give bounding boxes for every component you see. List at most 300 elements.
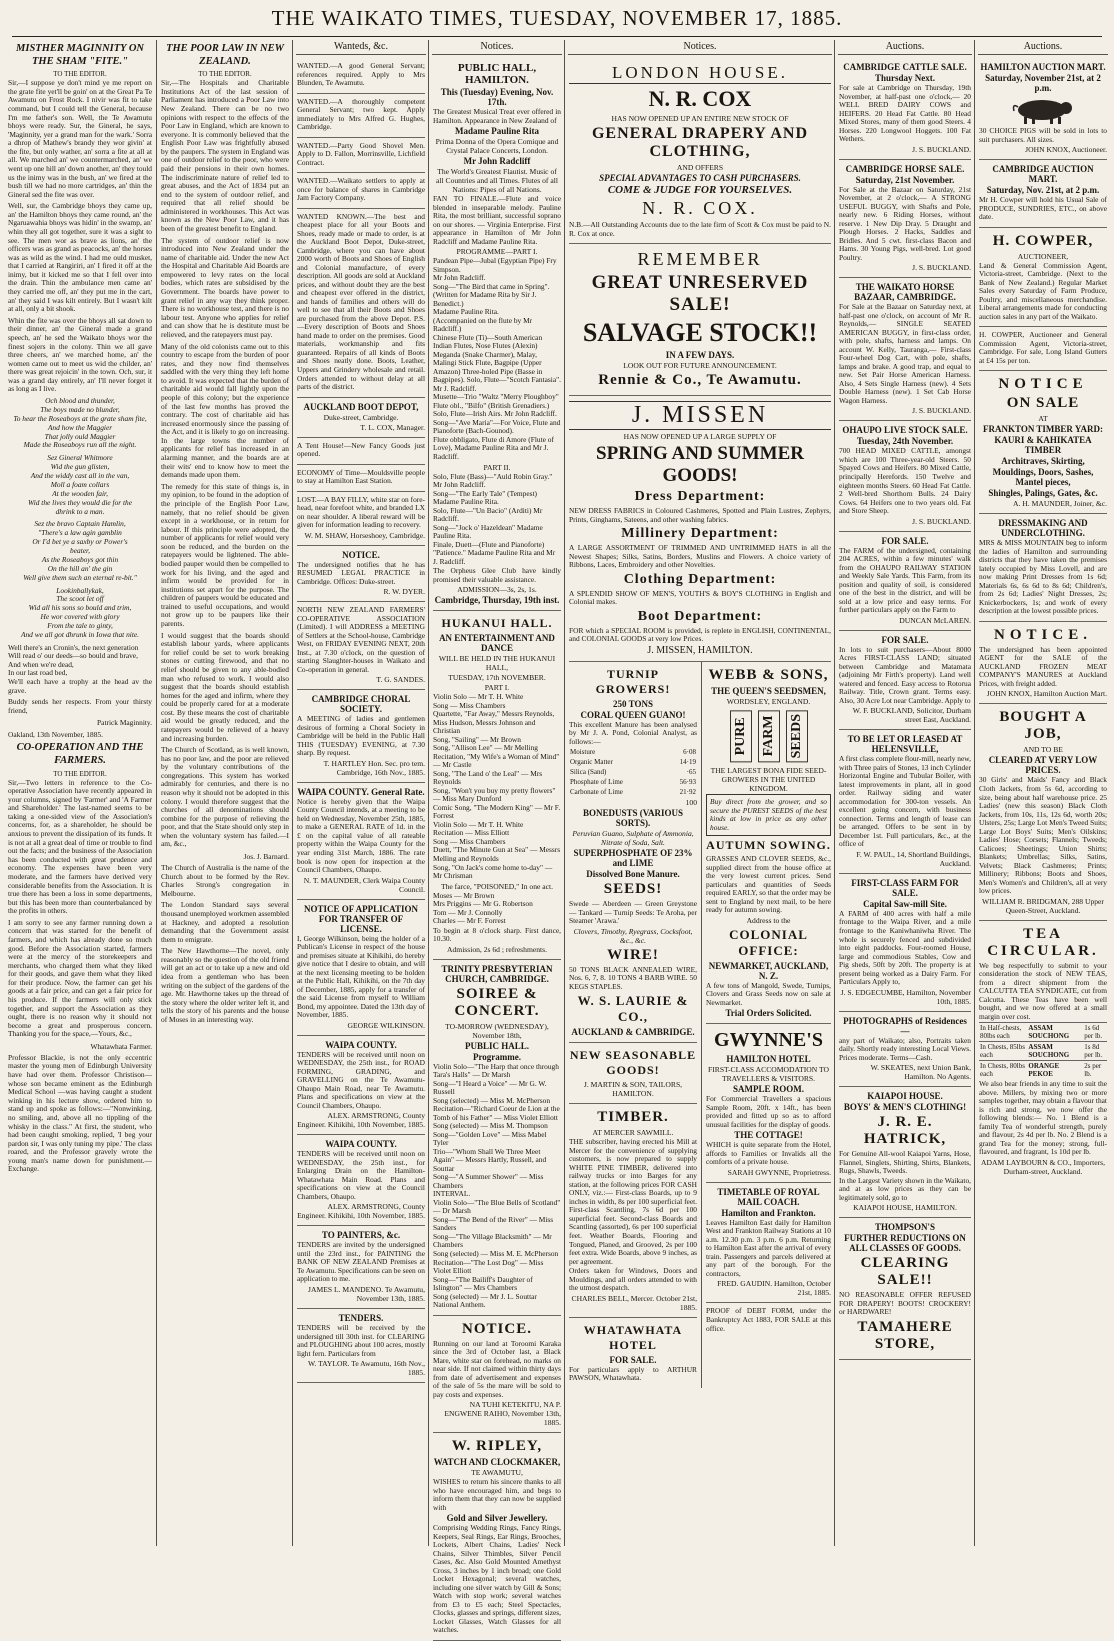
business-title: HAMILTON HOTEL <box>726 1054 811 1065</box>
article-paragraph: Sir,—Two letters in reference to the Co-operative Association have recently appeared in your columns, signed by 'Farmer' and 'A Farmer and Shareholder.' The last-named seems to be taking a one-sided view of the Association's concerns, for, as a shareholder, he should be anxious to prevent the dissipation of its funds. It is not at all a great deal of time or trouble to find out the facts; and the business of the Association has been conducted with great prudence and economy. The expenses have been very moderate, and the farmers have derived very considerable benefits from the Association. It is true there has been a loss in some departments, but this has been more than counterbalanced by the profits in others. <box>8 777 152 916</box>
programme-item: Comic Song, "The Modern King" — Mr F. Forrest <box>433 802 561 821</box>
hall-name: PUBLIC HALL, HAMILTON. <box>457 62 537 86</box>
article-paragraph: The system of outdoor relief is now introduced into New Zealand under the name of charitable aid. Under the new Act the Hospital and Charitable Aid Boards are empowered to levy rates on the local bodies, which rates are subsidised by the Government. The boards have power to grant relief in any way they think proper. There is no workhouse test, and there is no labour test. Anyone who applies for relief and can show that he is destitute must be relieved, and the ratepayers must pay. <box>161 235 289 339</box>
programme-item: Solo, Flute (Bass)—"Auld Robin Gray." Mr John Radcliff. <box>433 471 553 490</box>
column-5 <box>564 40 835 1546</box>
programme-list <box>433 693 561 880</box>
event-date: TUESDAY, 17th NOVEMBER. <box>448 673 546 683</box>
ad-headline: ON SALE <box>1006 395 1080 412</box>
ad-headline: TURNIP GROWERS! <box>595 666 671 696</box>
column-heading: Notices. <box>568 40 832 55</box>
ad-signature: W. F. BUCKLAND, Solicitor, Durham street East, Auckland. <box>852 706 971 725</box>
programme-item: Recitation—"The Lost Dog" — Miss Violet Elliott <box>433 1257 544 1276</box>
analysis-row <box>569 777 697 787</box>
ad-text: 30 Girls' and Maids' Fancy and Black Cloth Jackets, from 5s 6d, according to size, being about half warehouse price. 25 Ladies' (new this season) Black Cloth Jackets, from 10s, 11s, 12s 6d, worth 20s; Ulsters, 25s; Large Lot Men's Tweed Suits; Large Lot Boys' Suits; Men's Oilskins; Ladies' Hose; Corsets; Flannels; Tweeds; Calicoes; Sheetings; Union Shirts; Blankets; Umbrellas; Silks, Satins, Velvets; Black Cashmeres; Prints; Millinery; Ribbons; Boots and Shoes, Men's Women's and Children's, all at very low prices. <box>979 775 1107 896</box>
article-paragraph: Many of the old colonists came out to this country to escape from the burden of poor rates, and they now find themselves saddled with the very thing they left home to avoid. It was expected that the burden of charitable aid would fall lightly upon the people of this colony; but the experience of the last few months has proved the contrary. The cost of charitable aid has increased enormously since the passing of the Act, and it is likely to go on increasing. In the large towns the number of applicants for relief has increased in an alarming manner, and the boards are at their wits' end to know how to meet the demands made upon them. <box>161 341 289 480</box>
ad-headline: BOUGHT A JOB, <box>999 709 1087 743</box>
to-editor: TO THE EDITOR. <box>198 70 252 79</box>
analysis-value: 56·93 <box>679 778 696 787</box>
article-paragraph: The remedy for this state of things is, in my opinion, to be found in the adoption of the principle of the English Poor Law, namely, that no relief should be given except in a workhouse, or in return for labour. If this principle were adopted, the number of applicants for relief would very soon be reduced, and the burden on the ratepayers would be lightened. The able-bodied pauper would then be compelled to work for his living, and the aged and infirm would be provided for in institutions set apart for the purpose. The children of paupers would be educated and trained to useful occupations, and would not grow up to be paupers like their parents. <box>161 481 289 629</box>
event-date: Cambridge, Thursday, 19th inst. <box>434 595 560 606</box>
ad-headline: THE WAIKATO HORSE BAZAAR, CAMBRIDGE. <box>854 282 956 303</box>
ad-block <box>297 1036 425 1136</box>
programme-item: Mr J. Radcliff. <box>433 383 477 393</box>
event-place: WILL BE HELD IN THE HUKANUI HALL, <box>438 654 556 673</box>
business-place: TE AWAMUTU, <box>471 1468 523 1478</box>
tea-row <box>979 1023 1107 1042</box>
ad-text: This excellent Manure has been analysed by Mr J. A. Pond, Colonial Analyst, as follows:— <box>569 719 697 746</box>
ad-headline: WIRE! <box>607 946 659 963</box>
ad-signature: GEORGE WILKINSON. <box>347 1020 425 1030</box>
ad-signature: ALEX. ARMSTRONG, County Engineer. Kihikihi, 10th November, 1885. <box>297 1202 425 1221</box>
ad-block <box>297 398 425 438</box>
ad-line: Clovers, Timothy, Ryegrass, Cocksfoot, &c., &c. <box>573 926 693 945</box>
programme-item: Song—"Ave Maria"—For Voice, Flute and Pianoforte (Bach-Gounod). <box>433 417 561 436</box>
ad-text: Orders taken for Windows, Doors and Mouldings, and all orders attended to with the utmost despatch. <box>569 1266 697 1293</box>
article-title: MISTHER MAGINNITY ON THE SHAM "FITE." <box>16 43 144 67</box>
ad-signature: J. S. BUCKLAND. <box>912 144 971 154</box>
masthead: THE WAIKATO TIMES, TUESDAY, NOVEMBER 17, 1885. <box>271 6 843 30</box>
event-date: This (Tuesday) Evening, Nov. 17th. <box>440 87 554 107</box>
ad-text: WANTED.—A good General Servant; references required. Apply to Mrs Blunden, Te Awamutu. <box>297 61 425 88</box>
ad-headline: TO PAINTERS, &c. <box>321 1230 401 1241</box>
analysis-label: Silica (Sand) <box>570 768 607 777</box>
tea-row <box>979 1061 1107 1080</box>
ad-block <box>297 492 425 546</box>
ad-signature: W. TAYLOR. Te Awamutu, 16th Nov., 1885. <box>307 1359 425 1378</box>
ad-headline: CLEARED AT VERY LOW PRICES. <box>988 755 1098 776</box>
programme-item: Recitation—"Richard Coeur de Lion at the Tomb of his Father" — Miss Violet Elliott <box>433 1104 560 1122</box>
ad-signature: CHARLES BELL, Mercer. October 21st, 1885. <box>571 1293 697 1312</box>
ad-text: THE subscriber, having erected his Mill at Mercer for the convenience of supplying customers, is now prepared to supply WHITE PINE TIMBER, delivered into railway trucks or into Barges for any station, at the following prices FOR CASH ONLY, viz.:— First-class Boards, up to 9 inches in width, 8s per 100 superficial feet. First-class Scantling, 7s 6d per 100 superficial feet. Second-class Boards and Scantling (assorted), 6s per 100 superficial feet. Weather Boards, Flooring and Tongued, Planed, and Grooved, 2s per 100 feet extra. Wide Boards, above 9 inches, as per agreement. <box>569 1137 697 1266</box>
ad-text: MRS & MISS MOUNTAIN beg to inform the ladies of Hamilton and surrounding districts that they have taken the premises lately occupied by Miss Lovell, and are now making Print Dresses from 1s 6d; Materials 6s, 6s 6d to 8s 6d; Children's, from 2s 6d; Ladies' Night Dresses, 2s; Knickerbockers, 1s; and work of every description at the lowest possible prices. <box>979 538 1107 616</box>
ad-signature: ALEX. ARMSTRONG, County Engineer. Kihikihi, 10th November, 1885. <box>297 1111 425 1130</box>
ad-block <box>839 874 971 1012</box>
programme-item: Quartette, "Far Away," Messrs Reynolds, Miss Hudson, Messrs Johnson and Christian <box>433 709 555 736</box>
ad-text: LOST.—A BAY FILLY, white star on fore-head, near forefoot white, and branded LX on near shoulder. A liberal reward will be given for information leading to recovery. <box>297 494 425 530</box>
ad-block <box>297 900 425 1036</box>
department-text: FOR which a SPECIAL ROOM is provided, is replete in ENGLISH, CONTINENTAL, and COLONIAL GOODS at very low Prices. <box>569 625 831 644</box>
ad-headline: KAIAPOI HOUSE. <box>867 1091 943 1102</box>
notice-text: Running on our land at Toroomi Karaka since the 3rd of October last, a Black Mare, white star on forehead, no marks on near side. If not claimed within thirty days from date of advertisement and expenses of the sale of 5s the mare will be sold to pay costs and expenses. <box>433 1338 561 1399</box>
programme-item: Song—"The Village Blacksmith" — Mr Chambers <box>433 1231 552 1250</box>
ad-headline: FOR SALE. <box>881 634 929 645</box>
ad-signature: DUNCAN McLAREN. <box>899 615 971 625</box>
ad-text: any part of Waikato; also, Portraits taken daily. Shortly ready interesting Local Views. Prices moderate. Terms—Cash. <box>839 1035 971 1062</box>
ad-text: The undersigned has been appointed AGENT for the SALE of the AUCKLAND FROZEN MEAT COMPANY'S MANURES at Auckland Prices, with freight added. <box>979 644 1107 688</box>
ad-text: We also bear friends in any time to suit the above. Millers, by mixing two or more samples together, may obtain a flavour that is rich and strong, we now offer the following blends:— No. 1 Blend is a family Tea of wonderful strength, purely and flavour, 2s 4d per lb. No. 2 Blend is a grand Tea for the money; strong, full-flavoured, and fragrant, 1s 10d per lb. <box>979 1079 1107 1157</box>
analysis-value: 14·19 <box>679 758 696 767</box>
ad-headline: SPRING AND SUMMER GOODS! <box>596 443 804 487</box>
ad-block <box>839 160 971 279</box>
ad-block <box>839 730 971 874</box>
ad-headline: NOTICE OF APPLICATION FOR TRANSFER OF LICENSE. <box>303 903 418 934</box>
mart-name: HAMILTON AUCTION MART. <box>980 62 1106 72</box>
seed-packet-label: PURE <box>730 710 752 762</box>
article-paragraph: The Church of Scotland, as is well known, has no poor law, and the poor are relieved by the voluntary contributions of the congregations. This system has worked admirably for centuries, and there is no reason why it should not be adopted in this colony. I would therefore suggest that the churches of all denominations should combine for the purpose of relieving the poor, and that the State should only step in when the voluntary system has failed.—I am, &c., <box>161 745 289 849</box>
programme-heading: PART I. <box>484 683 510 693</box>
ad-signature: N. T. MAUNDER, Clerk Waipa County Council. <box>303 875 425 894</box>
programme-item: Violin Solo — Mr T. H. White <box>433 819 524 829</box>
ad-block <box>297 1309 425 1383</box>
ad-block <box>839 631 971 731</box>
tea-cell: 1s 8d per lb. <box>1084 1043 1103 1060</box>
ad-text: For Sale at the Bazaar on Saturday, 21st November, at 2 o'clock,— A STRONG USEFUL BUGGY, with Shafts and Pole, nearly new. 6 Riding Horses, without reserve. 1 New Dip Dray. 5 Draught and Plough Horses. 2 Hacks, Saddles and Bridles. And 5 cwt. first-class Bacon and Hams. 30 Young Pigs, well-bred. Lot good Poultry. <box>839 184 971 262</box>
ad-line: AT MERCER SAWMILL. <box>592 1128 674 1138</box>
notice-heading: NOTICE. <box>462 1320 532 1337</box>
column-2 <box>156 40 293 1546</box>
ad-signature: F. W. PAUL, 14, Shortland Buildings, Auckland. <box>856 849 971 868</box>
ad-signature: ADAM LAYBOURN & CO., Importers, Durham-street, Auckland. <box>981 1157 1105 1176</box>
programme-heading: PROGRAMME—PART I. <box>456 247 538 257</box>
ad-text: TENDERS will be received until noon on WEDNESDAY, the 25th inst., for ROAD FORMING, GRADING, and GRAVELLING on the Te Awamutu-Ohaupo Main Road, near Te Awamutu. Plans and specifications on view at the Council Chambers, Ohaupo. <box>297 1049 425 1110</box>
business-title: THE QUEEN'S SEEDSMEN, <box>711 685 826 696</box>
article-paragraph: I am sorry to see any farmer running down a concern that was started for the benefit of farmers, and which has already done so much good. Before the Association started, farmers were at the mercy of the storekeepers and merchants, who charged them what they liked for their goods, and gave them what they liked for their produce. Now, the farmer can get his goods at a fair price, and can get a fair price for his produce. If the farmers will only stick together, and support the Association as they ought, there is no reason why it should not become a great and prosperous concern. Thanking you for the space,—Yours, &c., <box>8 917 152 1039</box>
ad-block <box>839 532 971 631</box>
programme-item: Violin Solo — Mr T. H. White <box>433 692 524 702</box>
admission: ADMISSION—3s, 2s, 1s. <box>457 585 537 595</box>
ad-text: GRASSES AND CLOVER SEEDS, &c., supplied direct from the house office at the very lowest current prices. Send particulars and quantities of Seeds required EARLY, so that the order may be sent to England by next mail, to be here ready for autumn sowing. <box>706 854 831 915</box>
business-name: Rennie & Co., Te Awamutu. <box>598 372 802 389</box>
ad-text: WANTED.—Waikato settlers to apply at once for balance of shares in Cambridge Jam Factory Company. <box>297 176 425 203</box>
ad-text: PROOF of DEBT FORM, under the Bankruptcy Act 1883, FOR SALE at this office. <box>706 1306 831 1333</box>
notice-heading: NOTICE <box>998 376 1088 393</box>
programme-item: Song—"Golden Love" — Miss Mabel Tyler <box>433 1129 547 1148</box>
verse: Sez the bravo Captain Hamlin, "There's a law agin gamblin Or I'd bet ye a saxby or Power's beater, As the Roseaboys got thin On the hill an' the gin Well give them such an eternal re-bit." <box>23 519 137 582</box>
programme-item: Song—"The Bend of the River" — Miss Sanders <box>433 1214 554 1233</box>
ad-text: Swede — Aberdeen — Green Greystone — Tankard — Turnip Seeds: Te Aroha, per Steamer 'Arawa.' <box>569 899 697 926</box>
programme-item: Solo, Flute—"Un Bacio" (Arditi) Mr Radcliff. <box>433 505 543 524</box>
ad-signature: W. SKEATES, next Union Bank, Hamilton. No Agents. <box>870 1063 971 1082</box>
ad-line: Peruvian Guano, Sulphate of Ammonia, Nitrate of Soda, Salt. <box>572 829 694 848</box>
performer-name: Mr John Radcliff <box>463 156 531 167</box>
article-paragraph: Buddy sends her respects. From your thirsty friend, <box>8 697 152 715</box>
ad-text: WANTED.—A thoroughly competent General Servant; two kept. Apply immediately to Mrs Alfred G. Hughes, Cambridge. <box>297 96 425 132</box>
tea-cell: ORANGE PEKOE <box>1028 1062 1060 1079</box>
ad-headline: GENERAL DRAPERY AND CLOTHING, <box>591 125 809 160</box>
ad-block <box>297 138 425 174</box>
article-paragraph: Sir,—I suppose ye don't mind ye me report on the grate fite yet'll be goin' on at the Great Pa Te Awamutu on Frost Rock. I nivir was fit to take command, but I could tell the General, because I'm me father's son. Well, the Te Awamutu bhoys were ready. Sur, the Gineral, he says, 'Maginnity, yer a grand man for the wark.' Sorra a dhrop of Mathew's brandy they wor givin' at the fite, but only wather, an' sorra a fite at all at all. We marched an' we countermarched, an' we went up one hill an' down another, an' they tould us the inimy was in the bush, an' we fired at the bush till we had no more cartridges, an' thin the Gineral sed the fite was over. <box>8 78 152 199</box>
ad-text: 700 HEAD MIXED CATTLE, amongst which are 100 Three-year-old Steers. 50 Spayed Cows and Heifers. 80 Mixed Cattle, principally Herefords. 150 Twelve and eighteen months Steers. 60 Head Fat Cattle. 2 Well-bred Shorthorn Bulls. 24 Dairy Cows. 64 Heifers one to two years old. Fat and Store Sheep. <box>839 446 971 516</box>
ad-text: A first class complete flour-mill, nearly new, with Three pairs of Stones, 13 inch Cylinder Horizontal Engine and Tubular Boiler, with latest improvements in plant, all in good order. Railway siding and water accommodation for 300-ton vessels. An excellent going concern, with business connection. Terms and length of lease can be arranged. Offers to be sent in by December 1st. Full particulars, &c., at the office of <box>839 754 971 849</box>
seed-packet-graphic <box>706 710 831 762</box>
programme-item: (Accompanied on the flute by Mr Radcliff.) <box>433 315 533 334</box>
programme-heading: PART II. <box>483 462 511 472</box>
pig-icon <box>1008 95 1078 125</box>
analysis-label: Organic Matter <box>570 758 613 767</box>
programme-item: Finale, Duett—(Flute and Pianoforte) "Patience." Madame Pauline Rita and Mr J. Radcliff. <box>433 539 556 566</box>
ad-signature: T. G. SANDES. <box>376 675 425 685</box>
ad-headline: WAIPA COUNTY. General Rate. <box>297 786 425 797</box>
programme-item: Pandean Pipe—Jubal (Egyptian Pipe) Fry Simpson. <box>433 256 557 274</box>
ad-subheading: Hamilton and Frankton. <box>721 1207 816 1218</box>
ad-signature: J. MISSEN, HAMILTON. <box>647 644 753 656</box>
event-date: TO-MORROW (WEDNESDAY), November 18th, <box>445 1021 549 1040</box>
analysis-label: Carbonate of Lime <box>570 788 623 797</box>
proprietor-name: J. MISSEN <box>569 401 831 430</box>
programme-heading: Programme. <box>472 1051 522 1062</box>
tea-cell: 2s per lb. <box>1084 1062 1102 1079</box>
ad-subheading: THE COTTAGE! <box>734 1130 803 1141</box>
ad-block <box>839 278 971 421</box>
ad-line: Duke-street, Cambridge. <box>323 412 399 422</box>
ad-line: HAS NOW OPENED UP AN ENTIRE NEW STOCK OF <box>611 114 789 123</box>
analysis-row <box>569 767 697 777</box>
analysis-row <box>569 747 697 757</box>
ad-text: For Sale at the Bazaar on Saturday next, at half-past one o'clock, on account of Mr R. Reynolds,— SINGLE SEATED AMERICAN BUGGY, in first-class order, with pole, shafts, harness and lamps. On account W. Kelly, Tauranga,— First-class Four-wheel Dog Cart, with pole, shafts, lamps and brake. A good trap, and equal to new. Set Pair Horse American Harness. Also, 4 Sets Single Harness (new). 4 Sets Double Harness (new). 1 Set Cab Horse Wagon Harness. <box>839 302 971 405</box>
event-notice: FAN TO FINALE.—Flute and voice blended in inseparable melody. Pauline Rita, the most brilliant, successful soprano on our shores. — Virginia Enterprise. First appearance in Hamilton of Mr John Radcliff and Madame Pauline Rita. <box>433 194 561 246</box>
ad-line: AT <box>1038 414 1048 424</box>
ad-signature: R. W. DYER. <box>383 587 425 597</box>
church-name: TRINITY PRESBYTERIAN CHURCH, CAMBRIDGE. <box>441 963 553 984</box>
programme-item: Song, "Allison Lee" — Mr Melling <box>433 743 538 753</box>
to-editor: TO THE EDITOR. <box>53 70 107 79</box>
seed-packet-label: FARM <box>758 710 780 762</box>
programme-item: Mr John Radcliff. <box>433 273 486 283</box>
ad-text: For particulars apply to ARTHUR PAWSON, Whatawhata. <box>569 1364 697 1383</box>
signature: Whatawhata Farmer. <box>90 1041 152 1051</box>
ad-block <box>297 1135 425 1226</box>
verse: Lookinballykak, The scoot let off Wid all his sons so bould and trim, He wor covered with glory From the tale to ginty, And we all got dhrunk in Iowa that nite. <box>20 585 140 639</box>
ad-text: The FARM of the undersigned, containing 204 ACRES, within a few minutes' walk from the OHAUPO RAILWAY STATION and Weekly Sale Yards. This Farm, from its position and quality of soil, is considered one of the best in the district, and will be sold at a low price and easy terms. For further particulars apply on the Farm to <box>839 545 971 615</box>
ad-headline: NEW SEASONABLE GOODS! <box>569 1048 697 1078</box>
ad-line: KAIAPOI HOUSE, HAMILTON. <box>853 1203 957 1213</box>
programme-item: INTERVAL. <box>433 1189 471 1199</box>
ad-signature: J. S. EDGECUMBE, Hamilton, November 10th, 1885. <box>840 987 971 1006</box>
ad-line: FIRST-CLASS ACCOMODATION TO TRAVELLERS & VISITORS. <box>708 1065 829 1084</box>
ad-subheading: Tuesday, 24th November. <box>856 436 954 447</box>
article-paragraph: Sir,—The Hospitals and Charitable Institutions Act of the last session of Parliament has introduced a Poor Law into New Zealand. There can be no two opinions with respect to the effects of the Poor Law in England, which are known to everyone. It is commonly believed that the English Poor Law was frightfully abused by the paupers. The system in England was one of outdoor relief to the poor, who were paid their pensions in their own homes. The indiscriminate nature of relief led to great abuses, and the Act of 1834 put an end to the system of outdoor relief, and required that all relief should be administered in workhouses. This Act was known as the New Poor Law, and it has been of the greatest benefit to England. <box>161 78 289 234</box>
programme-item: Charles — Mr F. Forrest <box>433 916 506 926</box>
ad-line: SUPERPHOSPHATE OF 23% and LIME <box>573 848 693 869</box>
ad-signature: W. M. SHAW, Horseshoey, Cambridge. <box>304 530 425 540</box>
ad-headline: OHAUPO LIVE STOCK SALE. <box>842 425 968 436</box>
ad-text: NORTH NEW ZEALAND FARMERS' CO-OPERATIVE ASSOCIATION (Limited). I will ADDRESS a MEETING of Settlers at the School-house, Cambridge West, on FRIDAY EVENING NEXT, 20th Inst., at 7.30 o'clock, on the question of starting Slaughter-houses in Waikato and Co-operation in general. <box>297 605 425 674</box>
ad-line: THE LARGEST BONA FIDE SEED-GROWERS IN THE UNITED KINGDOM. <box>710 766 827 794</box>
ad-text: Mr H. Cowper will hold his Usual Sale of PRODUCE, SUNDRIES, ETC., on above date. <box>979 195 1107 222</box>
programme-item: Violin Solo—"The Harp that once through Tara's Halls" — Dr Marsh <box>433 1061 559 1080</box>
business-trade: WATCH AND CLOCKMAKER, <box>433 1457 561 1468</box>
business-place: AUCKLAND & CAMBRIDGE. <box>571 1027 695 1038</box>
ad-headline: NOTICE. <box>342 549 380 560</box>
programme-list <box>433 257 561 461</box>
analysis-value: 21·92 <box>679 788 696 797</box>
notice-heading: NOTICE. <box>994 626 1092 643</box>
programme-item: Mrs Priggins — Mr G. Robertson <box>433 899 533 909</box>
ad-headline: CAMBRIDGE CATTLE SALE. <box>843 62 967 72</box>
department-heading: Boot Department: <box>637 608 763 624</box>
ad-text: Notice is hereby given that the Waipa County Council intends, at a meeting to be held on Wednesday, November 25th, 1885, to make a GENERAL RATE of 1d. in the £ on the capital value of all rateable property within the Waipa County for the year ending 31st March, 1886. The rate book is now open for inspection at the Council Chambers, Ohaupo. <box>297 796 425 875</box>
programme-item: Song (selected) — Miss M. E. McPherson <box>433 1248 559 1258</box>
ad-signature: JOHN KNOX, Hamilton Auction Mart. <box>986 689 1107 699</box>
programme-item: Song—"Jock o' Hazeldean" Madame Pauline Rita. <box>433 522 543 541</box>
ad-text: ECONOMY of Time—Mouldsville people to stay at Hamilton East Station. <box>297 467 425 486</box>
ad-text: In the Largest Variety shown in the Waikato, and at as low prices as they can be legitimately sold, go to <box>839 1175 971 1202</box>
tea-cell: In Chests, 80lbs each <box>980 1062 1025 1079</box>
analysis-label: Moisture <box>570 748 596 757</box>
ad-block <box>839 1087 971 1218</box>
programme-item: Song — Miss Chambers <box>433 836 506 846</box>
department-text: A LARGE ASSORTMENT OF TRIMMED AND UNTRIMMED HATS in all the Newest Shapes; Silks, Satins, Borders, Muslins and Flowers. A choice variety of Ribbons, Laces, Embroidery and other Novelties. <box>569 543 831 570</box>
ad-text: WANTED KNOWN.—The best and cheapest place for all your Boots and Shoes, ready made or made to order, is at the Auckland Boot Depot, Duke-street, Cambridge, where you can have about 2000 worth of Boots and Shoes of English and Colonial manufacture, of every description. All goods are sold at Auckland prices, and without doubt they are the best and cheapest ever offered in the district, and hands of families and others will do well to see that all their Boots and Shoes are purchased from the above Depot. P.S.—Every description of Boots and Shoes hand made to order on the premises. Good materials, workmanship and fits guaranteed. Repairs of all kinds of Boots and Shoes neatly done. Boots, Leather, Uppers and Grindery wholesale and retail. Orders attended to without delay at all parts of the district. <box>297 211 425 392</box>
performer-desc: The World's Greatest Flautist. Music of all Countries and all Times. Flutes of all Nations: Pipes of all Nations. <box>436 167 558 195</box>
sale-date: Saturday, November 21st, at 2 p.m. <box>985 73 1101 93</box>
programme-item: Moses — Mr Brown <box>433 890 495 900</box>
auction-list <box>835 58 975 1360</box>
ad-line: BONEDUSTS (VARIOUS SORTS). <box>582 808 684 829</box>
ad-block <box>839 58 971 160</box>
ad-headline: TEA CIRCULAR. <box>987 925 1099 959</box>
performer-name: Madame Pauline Rita <box>455 126 539 137</box>
signature: Jos. J. Barnard. <box>243 852 289 862</box>
ads-list <box>293 58 429 1383</box>
verse: Och blood and thunder, The boys made no blunder, To hear the Roseaboys at the grate sham fite, And how the Maggier That jolly ould Maggier Made the Roseaboys run all the night. <box>13 396 147 450</box>
ad-note: N.B.—All Outstanding Accounts due to the late firm of Scott & Cox must be paid to N. R. Cox at once. <box>569 220 831 238</box>
ad-big-headline: CLEARING SALE!! <box>860 1255 950 1289</box>
event-title: AN ENTERTAINMENT AND DANCE <box>439 633 555 654</box>
ad-block <box>297 94 425 138</box>
ad-subheading: BOYS' & MEN'S CLOTHING! <box>843 1102 967 1113</box>
ad-line: CORAL QUEEN GUANO! <box>580 709 686 720</box>
ad-text: 30 CHOICE PIGS will be sold in lots to suit purchasers. All sizes. <box>979 126 1107 144</box>
ad-headline: TENDERS. <box>338 1312 384 1323</box>
analysis-value: 6·08 <box>683 748 696 757</box>
ad-text: TENDERS will be received by the undersigned till 30th inst. for CLEARING and PLOUGHING about 100 acres, mostly light fern. Particulars from <box>297 1322 425 1358</box>
laurie-ad <box>569 662 702 1388</box>
department-heading: Dress Department: <box>634 489 766 505</box>
ad-headline: COLONIAL OFFICE: <box>729 926 808 958</box>
ad-big-headline: J. R. E. HATRICK, <box>863 1114 947 1148</box>
column-heading: Auctions. <box>838 40 972 55</box>
programme-item: Song—"The Early Tale" (Tempest) Madame Pauline Rita. <box>433 488 537 507</box>
programme-item: Song (selected) — Miss M. McPherson <box>433 1095 551 1105</box>
ad-text: WISHES to return his sincere thanks to all who have encouraged him, and begs to inform them that they can now be supplied with <box>433 1477 561 1512</box>
ad-text: Comprising Wedding Rings, Fancy Rings, Keepers, Seal Rings, Ear Rings, Brooches, Lockets, Albert Chains, Ladies' Neck Chains, Silver Thimbles, Silver Pencil Cases, &c. Also Gold Mounted Amethyst Cross, 3 inches by 1 inch broad; one Gold Locket Hexagonal; several watches, including one silver watch by Gill & Sons; Watch with stop work; several watches from £3 to £5 each; Steel Spectacles, Clocks, glasses and springs, different sizes, Locket Glasses, Watch Glasses for all watches. <box>433 1523 561 1635</box>
ad-signature: SARAH GWYNNE, Proprietress. <box>727 1167 831 1177</box>
programme-item: Song (selected) — Miss M. Thompson <box>433 1121 548 1131</box>
ad-text: A FARM of 400 acres with half a mile frontage to the Waipa River, and a mile frontage to the Kaniwhaniwha River. The whole is securely fenced and subdivided into eight paddocks. Four-roomed House, large and commodious Stables, Cow and Pig sheds, 50ft by 20ft. The property is at present being worked as a Dairy Farm. For Particulars Apply to, <box>839 908 971 987</box>
business-name: WEBB & SONS, <box>708 666 829 683</box>
event-intro: The Greatest Musical Treat ever offered in Hamilton. Appearance in New Zealand of <box>433 107 561 125</box>
proprietor-name: N. R. COX <box>648 86 752 111</box>
analysis-row <box>569 757 697 767</box>
programme-item: Musette—Trio "Waltz "Merry Ploughboy" Flute obl., "Bilfo" (British Grenadiers.) <box>433 392 559 410</box>
ad-line: AND OFFERS <box>676 163 724 172</box>
analysis-row <box>569 787 697 797</box>
ad-block <box>839 421 971 531</box>
ad-line: AND TO BE <box>1023 745 1063 755</box>
ad-text: Land & General Commission Agent, Victoria-street, Cambridge. (Next to the Bank of New Zealand.) Regular Market Sales every Saturday of Farm Produce, Poultry, and miscellaneous merchandise. Liberal arrangements made for conducting auction sales in any part of the Waikato. <box>979 260 1107 321</box>
column-1 <box>4 40 156 1546</box>
ad-subheading: Gold and Silver Jewellery. <box>446 1513 548 1524</box>
ad-line: LOOK OUT FOR FUTURE ANNOUNCEMENT. <box>623 361 777 371</box>
ad-line: Mouldings, Doors, Sashes, Mantel pieces, <box>992 467 1094 488</box>
business-name: W. S. LAURIE & CO., <box>577 993 689 1025</box>
masthead-rule <box>12 36 1102 37</box>
ad-subheading: FURTHER REDUCTIONS ON ALL CLASSES OF GOODS. <box>844 1233 966 1254</box>
ad-subheading: SAMPLE ROOM. <box>733 1084 804 1095</box>
article-paragraph: The Church of Australia is the name of the Church about to be formed by the Rev. Charles Strong's congregation in Melbourne. <box>161 863 289 898</box>
proprietor-name: N. R. COX. <box>642 198 758 218</box>
cast-list <box>433 892 561 926</box>
ad-signature: J. S. BUCKLAND. <box>912 263 971 273</box>
business-title: AUCTIONEER, <box>1017 251 1069 261</box>
admission: Admission, 2s 6d ; refreshments. <box>447 944 547 954</box>
ad-text: NO REASONABLE OFFER REFUSED FOR DRAPERY! BOOTS! CROCKERY! or HARDWARE! <box>839 1290 971 1317</box>
ad-text: In lots to suit purchasers—About 8000 Acres FIRST-CLASS LAND; situated between Cambridge and Matamata (adjoining Mr Firth's property). Land well watered and fenced. Easy access to Rotorua Railway. Title, Crown grant. Terms easy. Also, 30 Acre Lot near Cambridge. Apply to <box>839 644 971 705</box>
ad-text: The undersigned notifies that he has RESUMED LEGAL PRACTICE in Cambridge. Offices: Duke-street. <box>297 559 425 586</box>
ad-block <box>297 1226 425 1309</box>
column-heading: Notices. <box>432 40 562 55</box>
ad-text: TENDERS will be received until noon on WEDNESDAY, the 25th inst., for Enlarging Drain on the Hamilton-Whatawhata Main Road. Plans and specifications on view at the Council Chambers, Ohaupo. <box>297 1149 425 1201</box>
ad-headline: CAMBRIDGE CHORAL SOCIETY. <box>311 694 411 715</box>
programme-item: Song—"A Summer Shower" — Miss Chambers <box>433 1172 544 1190</box>
programme-list <box>433 473 561 567</box>
ad-headline: DRESSMAKING AND UNDERCLOTHING. <box>998 518 1088 539</box>
article-title: CO-OPERATION AND THE FARMERS. <box>16 742 144 766</box>
programme-item: Song, "Won't you buy my pretty flowers" — Miss Mary Dunford <box>433 785 556 804</box>
ad-subheading: Thursday Next. <box>874 73 935 83</box>
business-name: W. RIPLEY, <box>451 1438 543 1455</box>
farce-title: The farce, "POISONED," In one act. <box>440 881 554 891</box>
business-place: WORDSLEY, ENGLAND. <box>726 696 811 706</box>
ad-text: WANTED.—Party Good Shovel Men. Apply to D. Fallon, Morrinsville, Lichfield Contract. <box>297 140 425 167</box>
event-notice: The Orpheus Glee Club have kindly promised their valuable assistance. <box>433 566 561 584</box>
programme-item: Song, "The Land o' the Leal" — Mrs Reynolds <box>433 768 543 787</box>
ad-block <box>297 209 425 398</box>
programme-item: Song, "Sailing" — Mr Brown <box>433 734 521 744</box>
ad-headline: FIRST-CLASS FARM FOR SALE. <box>851 877 959 898</box>
ad-signature: T. HARTLEY Hon. Sec. pro tem. Cambridge, 16th Nov., 1885. <box>323 758 425 777</box>
analysis-total: 100 <box>685 798 697 808</box>
tea-price-table <box>979 1022 1107 1079</box>
ad-block <box>297 546 425 603</box>
article-paragraph: The New Hawthorne—The novel, only reasonably so the question of the old friend will get an act or to take up a new and old idea from a gentleman who has been writing on the subject of the gardens of the age. Mr. Hawthorne takes up the thread of the story where the older writer left it, and tells the story of his parents and the house of Moses in an interesting way. <box>161 946 289 1024</box>
ad-text: A MEETING of ladies and gentlemen desirous of forming a Choral Society in Cambridge will be held in the Public Hall THIS (TUESDAY) EVENING, at 7.30 sharp. By request. <box>297 714 425 758</box>
article-paragraph: Well, sur, the Cambridge bhoys they came up, an' the Hamilton bhoys they came round, an' the Ngaruawahia bhoys was hidin' in the swamp, an' whin they all got together, sure it was a sight to see. The men wor as brave as lions, an' the officers was as grand as peacocks, an' the horses was as wild as the wind. I had me ould musket, that I carried at Rangiriri, an' I fired it off at the inimy, but it kicked me so that I fell over into the drain. Thin the ambulance men came an' they carried me off, an' they put me in the cart, an' they said I was kilt entirely. But I wasn't kilt at all, only a bit shook. <box>8 201 152 314</box>
department-heading: Clothing Department: <box>623 571 777 587</box>
ad-subheading: TIMETABLE OF ROYAL MAIL COACH. <box>717 1186 820 1207</box>
ad-signature: A. H. MAUNDER, Joiner, &c. <box>1013 499 1107 509</box>
programme-item: Recitation — Miss Elliott <box>433 828 510 838</box>
ad-line: SPECIAL ADVANTAGES TO CASH PURCHASERS. <box>599 173 801 183</box>
ad-block <box>297 465 425 492</box>
programme-item: Song, "On Jack's come home to-day" — Mr Chrisman <box>433 862 553 881</box>
ad-block <box>297 58 425 94</box>
verse: Sez Gineral Whitmore Wid the gun glisten, And the widdy cast all in the van, Moll a foam collars At the wooden fair, Wid the lives they would die for the dhrink to a man. <box>27 453 133 516</box>
business-name: GWYNNE'S <box>714 1029 823 1052</box>
ad-line: IN A FEW DAYS. <box>665 350 735 361</box>
signature: Patrick Maginnity. <box>97 718 152 728</box>
ad-text: H. COWPER, Auctioneer and General Commission Agent, Victoria-street, Cambridge. For sale, Long Island Gutters at £4 15s per ton. <box>979 330 1107 365</box>
ad-signature: JAMES L. MANDENO. Te Awamutu, November 13th, 1885. <box>308 1284 425 1303</box>
ad-headline: WHATAWHATA HOTEL <box>583 1322 683 1352</box>
programme-item: Tom — Mr J. Connolly <box>433 907 503 917</box>
tea-cell: ASSAM SOUCHONG <box>1028 1024 1070 1041</box>
hall-name: HUKANUI HALL. <box>441 616 553 631</box>
tea-row <box>979 1042 1107 1061</box>
analysis-label: Phosphate of Lime <box>570 778 623 787</box>
ad-text: For Commercial Travellers a spacious Sample Room, 20ft. x 14ft., has been provided and fitted up so as to afford unusual facilities for the display of goods. <box>706 1094 831 1129</box>
ad-signature: T. L. COX, Manager. <box>360 422 425 432</box>
ad-headline: WAIPA COUNTY. <box>325 1139 397 1150</box>
programme-item: National Anthem. <box>433 1300 486 1310</box>
sale-date: Saturday, Nov. 21st, at 2 p.m. <box>986 185 1100 196</box>
column-7 <box>834 40 975 1546</box>
ad-line: Shingles, Palings, Gates, &c. <box>988 488 1098 499</box>
ad-headline: TO BE LET OR LEASED AT HELENSVILLE, <box>847 734 963 755</box>
notice-signature: NA TUHI KETEKITU, NA P. ENGWENE RAIHO, November 13th, 1885. <box>444 1400 561 1428</box>
